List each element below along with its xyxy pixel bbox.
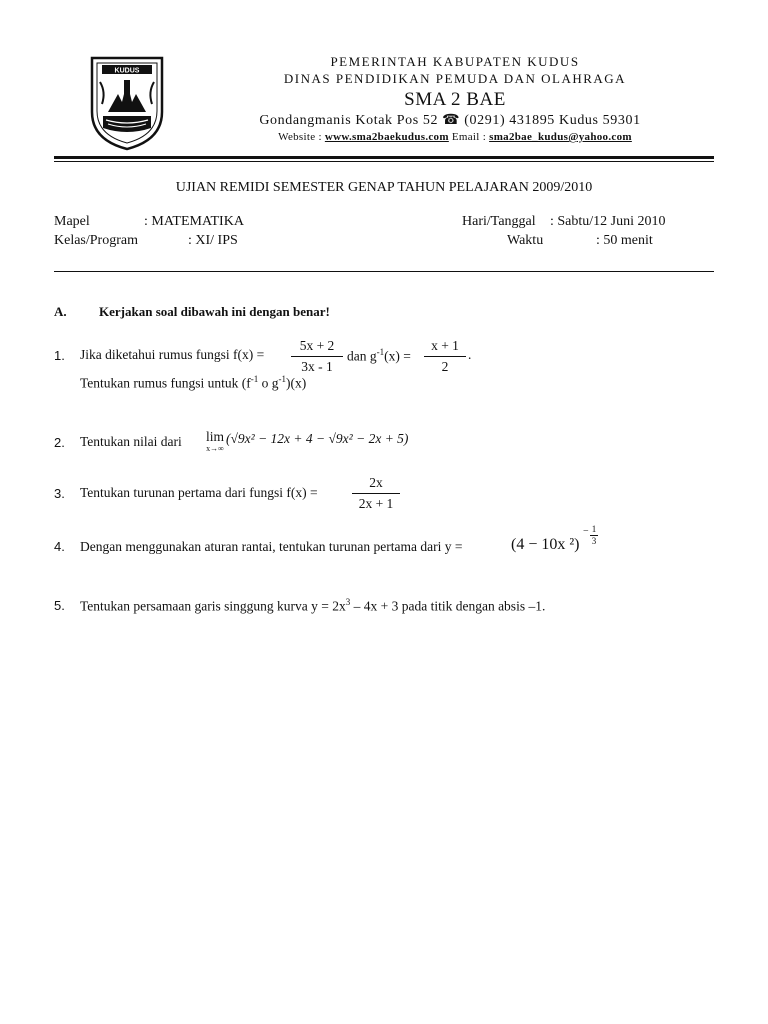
hari-label: Hari/Tanggal [462,214,536,229]
q1-line2: Tentukan rumus fungsi untuk ($f^{-1}$ o $g^{-1})(x)$ [80,374,307,391]
q1-period: . [468,347,472,362]
q2-limit: lim x→∞ [205,429,224,453]
section-instruction: Kerjakan soal dibawah ini dengan benar! [99,304,330,319]
q3-numerator: 2x [369,475,383,490]
q1-f-fraction [291,338,343,375]
q3-denominator: 2x + 1 [358,496,394,511]
q5-number: 5. [54,598,65,613]
q4-exponent: 1 3 [591,524,597,546]
mapel-value: : MATEMATIKA [144,214,244,229]
website-label: Website : [278,131,325,143]
q1-g-fraction [424,338,466,375]
q4-exponent-sign: − [583,526,589,537]
q2-expression: (√9x² − 12x + 4 − √9x² − 2x + 5) [226,431,409,446]
header-rule-thick [54,156,714,159]
waktu-label: Waktu [507,233,544,248]
kelas-label: Kelas/Program [54,233,138,248]
q3-fraction [352,475,400,512]
q4-number: 4. [54,539,65,554]
q1-text: Jika diketahui rumus fungsi f(x) = [80,347,265,362]
header-school-name: SMA 2 BAE [404,89,506,110]
section-label: A. [54,304,67,319]
header-department: DINAS PENDIDIKAN PEMUDA DAN OLAHRAGA [283,71,627,86]
header-rule-thin [54,161,714,162]
q1-f-denominator: 3x - 1 [301,359,333,374]
q1-g-denominator: 2 [441,359,449,374]
logo-text: KUDUS [114,67,140,75]
kelas-value: : XI/ IPS [188,233,238,248]
school-logo [88,52,166,152]
q1-g-label: dan $g^{-1}(x)$ = [347,347,411,364]
q5-text: Tentukan persamaan garis singgung kurva $y = 2x^3 - 4x + 3$ pada titik dengan absis –1. [80,597,546,614]
q4-text: Dengan menggunakan aturan rantai, tentukan turunan pertama dari y = [80,539,463,554]
q1-f-numerator: 5x + 2 [299,338,335,353]
q1-number: 1. [54,348,65,363]
meta-rule [54,271,714,272]
website-link[interactable]: www.sma2baekudus.com [324,131,449,143]
exam-title: UJIAN REMIDI SEMESTER GENAP TAHUN PELAJARAN 2009/2010 [175,180,593,195]
hari-value: : Sabtu/12 Juni 2010 [550,214,666,229]
header-government: PEMERINTAH KABUPATEN KUDUS [330,54,580,69]
mapel-label: Mapel [54,214,90,229]
email-link[interactable]: sma2bae_kudus@yahoo.com [489,131,632,143]
q4-expression: (4 − 10x ²) [511,536,580,553]
q2-number: 2. [54,435,65,450]
q3-text: Tentukan turunan pertama dari fungsi f(x) = [80,485,318,500]
q1-g-numerator: x + 1 [431,338,459,353]
email-label: Email : [448,131,490,143]
header-contact [230,131,680,143]
q3-number: 3. [54,486,65,501]
waktu-value: : 50 menit [596,233,653,248]
header-address: Gondangmanis Kotak Pos 52 ☎ (0291) 431895 Kudus 59301 [259,113,641,128]
q2-text: Tentukan nilai dari [80,434,182,449]
